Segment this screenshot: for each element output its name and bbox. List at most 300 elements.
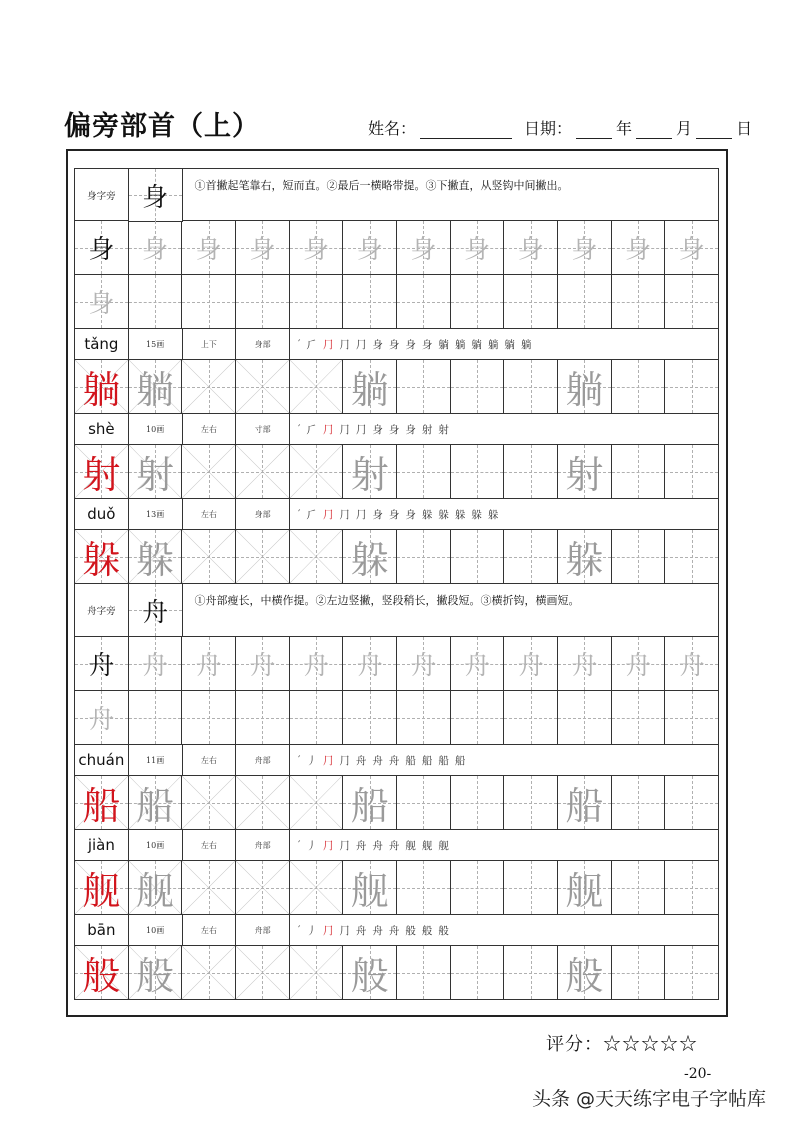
- trace-char: 身: [88, 235, 115, 265]
- practice-cell[interactable]: [75, 776, 129, 830]
- practice-cell[interactable]: [75, 221, 129, 275]
- stroke-step: 身: [421, 338, 433, 351]
- practice-cell[interactable]: [665, 776, 719, 830]
- practice-cell[interactable]: [75, 530, 129, 584]
- model-char: 般: [82, 954, 121, 998]
- practice-cell[interactable]: [182, 691, 236, 745]
- stroke-step: ⺆: [355, 508, 367, 521]
- stroke-order: [290, 830, 719, 861]
- trace-char: 般: [136, 954, 175, 998]
- stroke-step: 身: [388, 338, 400, 351]
- stroke-step: 船: [405, 754, 416, 767]
- stroke-step: ⺆: [322, 839, 334, 852]
- practice-cell[interactable]: [451, 861, 505, 915]
- stroke-step: 舟: [372, 839, 383, 852]
- month-label: 月: [676, 119, 693, 138]
- trace-char: 舟: [571, 651, 598, 681]
- page-number: -20-: [684, 1066, 712, 1082]
- stroke-step: ′: [298, 508, 301, 520]
- practice-cell[interactable]: [236, 530, 290, 584]
- radical-header-row: [74, 168, 719, 221]
- trace-char: 舟: [303, 651, 330, 681]
- stroke-order: [290, 329, 719, 360]
- score-label: 评分：: [546, 1034, 603, 1055]
- trace-char: 射: [136, 453, 175, 497]
- trace-char: 舟: [410, 651, 437, 681]
- radical-name: 舟字旁: [75, 584, 129, 637]
- practice-cell[interactable]: [504, 776, 558, 830]
- practice-cell[interactable]: [182, 221, 236, 275]
- radical-model-cell: [129, 584, 183, 637]
- char-practice-row: [74, 946, 719, 1000]
- practice-cell[interactable]: [504, 445, 558, 499]
- stroke-count: 10画: [129, 414, 183, 445]
- stroke-order: [290, 745, 719, 776]
- practice-cell[interactable]: [397, 861, 451, 915]
- trace-char: 舟: [88, 651, 115, 681]
- practice-cell[interactable]: [397, 691, 451, 745]
- structure: 左右: [183, 915, 237, 946]
- trace-char: 舟: [88, 705, 115, 735]
- practice-cell[interactable]: [397, 530, 451, 584]
- practice-cell[interactable]: [665, 221, 719, 275]
- stroke-step: ⺁: [306, 338, 317, 351]
- trace-char: 身: [517, 235, 544, 265]
- stroke-step: 舰: [421, 839, 433, 852]
- trace-char: 舟: [625, 651, 652, 681]
- stroke-step: ′: [298, 924, 301, 936]
- name-label: 姓名：: [368, 119, 417, 138]
- practice-cell[interactable]: [343, 221, 397, 275]
- structure: 左右: [183, 499, 237, 530]
- practice-cell[interactable]: [397, 221, 451, 275]
- practice-cell[interactable]: [612, 776, 666, 830]
- practice-cell[interactable]: [665, 637, 719, 691]
- practice-cell[interactable]: [343, 637, 397, 691]
- practice-cell[interactable]: [129, 637, 183, 691]
- practice-cell[interactable]: [558, 360, 612, 414]
- practice-cell[interactable]: [129, 275, 183, 329]
- practice-cell[interactable]: [290, 691, 344, 745]
- stroke-step: 身: [388, 508, 400, 521]
- trace-char: 躲: [350, 538, 389, 582]
- structure: 左右: [183, 414, 237, 445]
- practice-cell[interactable]: [558, 691, 612, 745]
- practice-cell[interactable]: [612, 221, 666, 275]
- trace-char: 身: [464, 235, 491, 265]
- practice-cell[interactable]: [558, 776, 612, 830]
- model-char: 船: [82, 784, 121, 828]
- trace-char: 躺: [136, 368, 175, 412]
- stroke-step: 舟: [355, 924, 367, 937]
- pinyin: duǒ: [75, 499, 129, 530]
- stroke-step: 舟: [388, 924, 400, 937]
- practice-cell[interactable]: [665, 691, 719, 745]
- stroke-step: 射: [421, 423, 433, 436]
- practice-cell[interactable]: [290, 861, 344, 915]
- practice-cell[interactable]: [129, 691, 183, 745]
- stroke-step: 丿: [306, 839, 317, 852]
- stroke-step: 舟: [355, 754, 367, 767]
- practice-cell[interactable]: [343, 691, 397, 745]
- practice-cell[interactable]: [290, 360, 344, 414]
- practice-cell[interactable]: [612, 637, 666, 691]
- char-info-row: [74, 915, 719, 946]
- practice-cell[interactable]: [665, 946, 719, 1000]
- practice-cell[interactable]: [665, 530, 719, 584]
- trace-char: 船: [136, 784, 175, 828]
- practice-cell[interactable]: [75, 691, 129, 745]
- stroke-step: 船: [438, 754, 449, 767]
- structure: 上下: [183, 329, 237, 360]
- practice-cell[interactable]: [182, 360, 236, 414]
- radical-header-row: [74, 584, 719, 637]
- radical-practice-row: [74, 275, 719, 329]
- practice-cell[interactable]: [129, 221, 183, 275]
- stroke-step: 身: [405, 338, 416, 351]
- radical-char: 身: [142, 182, 169, 213]
- practice-cell[interactable]: [129, 530, 183, 584]
- trace-char: 躺: [565, 368, 604, 412]
- practice-cell[interactable]: [343, 275, 397, 329]
- practice-cell[interactable]: [290, 530, 344, 584]
- stroke-order: [290, 414, 719, 445]
- trace-char: 船: [350, 784, 389, 828]
- practice-cell[interactable]: [504, 637, 558, 691]
- practice-cell[interactable]: [451, 637, 505, 691]
- stroke-step: ⺆: [339, 924, 350, 937]
- practice-cell[interactable]: [451, 445, 505, 499]
- practice-cell[interactable]: [75, 946, 129, 1000]
- radical-category: 身部: [236, 499, 290, 530]
- structure: 左右: [183, 830, 237, 861]
- trace-char: 身: [249, 235, 276, 265]
- practice-cell[interactable]: [558, 530, 612, 584]
- practice-cell[interactable]: [397, 360, 451, 414]
- practice-cell[interactable]: [558, 861, 612, 915]
- practice-cell[interactable]: [451, 530, 505, 584]
- stroke-step: 躲: [421, 508, 433, 521]
- radical-practice-row: [74, 691, 719, 745]
- trace-char: 身: [678, 235, 705, 265]
- stroke-step: ⺆: [355, 423, 367, 436]
- stroke-step: 躲: [438, 508, 449, 521]
- practice-cell[interactable]: [343, 946, 397, 1000]
- pinyin: bān: [75, 915, 129, 946]
- practice-cell[interactable]: [504, 360, 558, 414]
- practice-cell[interactable]: [558, 946, 612, 1000]
- trace-char: 舟: [142, 651, 169, 681]
- trace-char: 船: [565, 784, 604, 828]
- radical-name: 身字旁: [75, 169, 129, 221]
- practice-cell[interactable]: [290, 946, 344, 1000]
- stroke-step: ⺆: [322, 924, 334, 937]
- model-char: 射: [82, 453, 121, 497]
- practice-cell[interactable]: [182, 275, 236, 329]
- watermark: 头条 @天天练字电子字帖库: [532, 1088, 767, 1110]
- char-info-row: [74, 414, 719, 445]
- radical-category: 寸部: [236, 414, 290, 445]
- stroke-step: ⺆: [339, 754, 350, 767]
- trace-char: 身: [195, 235, 222, 265]
- trace-char: 身: [356, 235, 383, 265]
- radical-practice-row: [74, 637, 719, 691]
- trace-char: 舟: [464, 651, 491, 681]
- practice-cell[interactable]: [75, 360, 129, 414]
- stroke-step: ⺆: [355, 338, 367, 351]
- pinyin: chuán: [75, 745, 129, 776]
- stroke-step: ⺆: [322, 754, 334, 767]
- trace-char: 躲: [136, 538, 175, 582]
- stroke-step: 船: [421, 754, 433, 767]
- stroke-step: 丿: [306, 924, 317, 937]
- stroke-step: ′: [298, 839, 301, 851]
- practice-cell[interactable]: [129, 776, 183, 830]
- practice-cell[interactable]: [343, 530, 397, 584]
- student-info: [368, 116, 752, 139]
- stroke-step: ⺁: [306, 423, 317, 436]
- practice-cell[interactable]: [558, 445, 612, 499]
- practice-cell[interactable]: [504, 221, 558, 275]
- trace-char: 身: [625, 235, 652, 265]
- trace-char: 舰: [565, 869, 604, 913]
- practice-cell[interactable]: [451, 691, 505, 745]
- practice-cell[interactable]: [504, 691, 558, 745]
- name-field[interactable]: [420, 121, 512, 139]
- stroke-step: ⺆: [339, 508, 350, 521]
- stroke-order: [290, 915, 719, 946]
- trace-char: 舟: [195, 651, 222, 681]
- char-practice-row: [74, 445, 719, 499]
- practice-cell[interactable]: [451, 275, 505, 329]
- practice-cell[interactable]: [504, 946, 558, 1000]
- practice-cell[interactable]: [236, 275, 290, 329]
- stroke-step: 躲: [454, 508, 466, 521]
- char-info-row: [74, 499, 719, 530]
- stroke-step: 躺: [471, 338, 482, 351]
- year-label: 年: [616, 119, 633, 138]
- practice-cell[interactable]: [397, 776, 451, 830]
- practice-cell[interactable]: [558, 637, 612, 691]
- structure: 左右: [183, 745, 237, 776]
- practice-cell[interactable]: [290, 221, 344, 275]
- radical-char: 舟: [142, 597, 169, 628]
- stroke-step: ⺆: [339, 839, 350, 852]
- stroke-step: 舟: [388, 754, 400, 767]
- practice-cell[interactable]: [612, 861, 666, 915]
- practice-cell[interactable]: [182, 946, 236, 1000]
- practice-cell[interactable]: [343, 445, 397, 499]
- practice-cell[interactable]: [129, 861, 183, 915]
- practice-cell[interactable]: [397, 445, 451, 499]
- stroke-step: 般: [421, 924, 433, 937]
- practice-cell[interactable]: [612, 691, 666, 745]
- stroke-step: ′: [298, 338, 301, 350]
- stroke-step: 船: [454, 754, 466, 767]
- practice-grid: [74, 168, 719, 1000]
- trace-char: 舰: [350, 869, 389, 913]
- trace-char: 躲: [565, 538, 604, 582]
- practice-cell[interactable]: [290, 637, 344, 691]
- stroke-order: [290, 499, 719, 530]
- month-field[interactable]: [636, 121, 672, 139]
- trace-char: 舟: [356, 651, 383, 681]
- practice-cell[interactable]: [236, 861, 290, 915]
- stroke-step: ⺁: [306, 508, 317, 521]
- stroke-step: 身: [405, 508, 416, 521]
- practice-cell[interactable]: [236, 691, 290, 745]
- trace-char: 舟: [249, 651, 276, 681]
- practice-cell[interactable]: [236, 946, 290, 1000]
- trace-char: 身: [142, 235, 169, 265]
- stroke-step: 身: [372, 508, 383, 521]
- stroke-step: 身: [372, 423, 383, 436]
- practice-cell[interactable]: [290, 275, 344, 329]
- stroke-step: 躺: [487, 338, 499, 351]
- day-field[interactable]: [696, 121, 732, 139]
- stroke-count: 15画: [129, 329, 183, 360]
- year-field[interactable]: [576, 121, 612, 139]
- trace-char: 般: [565, 954, 604, 998]
- trace-char: 般: [350, 954, 389, 998]
- practice-cell[interactable]: [504, 530, 558, 584]
- stroke-count: 13画: [129, 499, 183, 530]
- practice-cell[interactable]: [665, 445, 719, 499]
- stroke-step: 身: [405, 423, 416, 436]
- trace-char: 躺: [350, 368, 389, 412]
- practice-cell[interactable]: [182, 861, 236, 915]
- stroke-step: 身: [388, 423, 400, 436]
- stroke-step: 丿: [306, 754, 317, 767]
- practice-cell[interactable]: [129, 946, 183, 1000]
- star-rating[interactable]: ☆☆☆☆☆: [603, 1034, 698, 1055]
- practice-cell[interactable]: [343, 861, 397, 915]
- stroke-step: ⺆: [322, 423, 334, 436]
- stroke-step: 舟: [388, 839, 400, 852]
- trace-char: 身: [571, 235, 598, 265]
- practice-cell[interactable]: [451, 776, 505, 830]
- practice-cell[interactable]: [451, 221, 505, 275]
- stroke-step: 躲: [471, 508, 482, 521]
- practice-cell[interactable]: [397, 275, 451, 329]
- practice-cell[interactable]: [343, 776, 397, 830]
- stroke-step: 躺: [504, 338, 515, 351]
- practice-cell[interactable]: [182, 445, 236, 499]
- radical-category: 身部: [236, 329, 290, 360]
- practice-cell[interactable]: [665, 275, 719, 329]
- model-char: 躺: [82, 368, 121, 412]
- stroke-step: ⺆: [322, 338, 334, 351]
- practice-cell[interactable]: [343, 360, 397, 414]
- stroke-step: 舟: [372, 924, 383, 937]
- practice-cell[interactable]: [75, 637, 129, 691]
- practice-cell[interactable]: [236, 221, 290, 275]
- trace-char: 射: [565, 453, 604, 497]
- practice-cell[interactable]: [75, 275, 129, 329]
- practice-cell[interactable]: [612, 530, 666, 584]
- radical-category: 舟部: [236, 745, 290, 776]
- practice-cell[interactable]: [451, 360, 505, 414]
- stroke-step: 射: [438, 423, 449, 436]
- practice-cell[interactable]: [665, 360, 719, 414]
- pinyin: jiàn: [75, 830, 129, 861]
- practice-cell[interactable]: [236, 360, 290, 414]
- practice-cell[interactable]: [182, 637, 236, 691]
- radical-description: ①舟部瘦长，中横作提。②左边竖撇，竖段稍长，撇段短。③横折钩，横画短。: [183, 584, 720, 637]
- practice-cell[interactable]: [236, 637, 290, 691]
- practice-cell[interactable]: [290, 776, 344, 830]
- pinyin: shè: [75, 414, 129, 445]
- practice-cell[interactable]: [451, 946, 505, 1000]
- char-practice-row: [74, 360, 719, 414]
- practice-cell[interactable]: [397, 946, 451, 1000]
- stroke-step: 般: [405, 924, 416, 937]
- day-label: 日: [736, 119, 753, 138]
- practice-cell[interactable]: [558, 275, 612, 329]
- char-practice-row: [74, 530, 719, 584]
- practice-cell[interactable]: [558, 221, 612, 275]
- radical-category: 舟部: [236, 915, 290, 946]
- practice-cell[interactable]: [290, 445, 344, 499]
- practice-cell[interactable]: [236, 445, 290, 499]
- stroke-step: ′: [298, 423, 301, 435]
- practice-cell[interactable]: [236, 776, 290, 830]
- practice-cell[interactable]: [612, 445, 666, 499]
- radical-model-cell: [129, 169, 183, 222]
- model-char: 躲: [82, 538, 121, 582]
- stroke-step: ⺆: [322, 508, 334, 521]
- score-area: [546, 1030, 698, 1056]
- char-info-row: [74, 745, 719, 776]
- trace-char: 身: [88, 289, 115, 319]
- trace-char: 舰: [136, 869, 175, 913]
- pinyin: tǎng: [75, 329, 129, 360]
- practice-cell[interactable]: [612, 360, 666, 414]
- stroke-step: 舟: [372, 754, 383, 767]
- stroke-step: 般: [438, 924, 449, 937]
- trace-char: 舟: [517, 651, 544, 681]
- stroke-step: 躺: [520, 338, 532, 351]
- date-label: 日期：: [524, 119, 573, 138]
- trace-char: 身: [303, 235, 330, 265]
- practice-cell[interactable]: [75, 445, 129, 499]
- practice-cell[interactable]: [665, 861, 719, 915]
- char-practice-row: [74, 861, 719, 915]
- stroke-step: 身: [372, 338, 383, 351]
- stroke-step: 舰: [405, 839, 416, 852]
- radical-practice-row: [74, 221, 719, 275]
- practice-cell[interactable]: [612, 946, 666, 1000]
- stroke-step: 舰: [438, 839, 449, 852]
- practice-cell[interactable]: [129, 445, 183, 499]
- radical-category: 舟部: [236, 830, 290, 861]
- practice-cell[interactable]: [182, 776, 236, 830]
- stroke-step: 躺: [438, 338, 449, 351]
- practice-cell[interactable]: [129, 360, 183, 414]
- stroke-count: 11画: [129, 745, 183, 776]
- practice-cell[interactable]: [397, 637, 451, 691]
- practice-cell[interactable]: [612, 275, 666, 329]
- practice-cell[interactable]: [504, 861, 558, 915]
- practice-cell[interactable]: [75, 861, 129, 915]
- practice-cell[interactable]: [504, 275, 558, 329]
- model-char: 舰: [82, 869, 121, 913]
- stroke-step: 舟: [355, 839, 367, 852]
- stroke-step: 躺: [454, 338, 466, 351]
- stroke-step: 躲: [487, 508, 499, 521]
- practice-cell[interactable]: [182, 530, 236, 584]
- char-info-row: [74, 329, 719, 360]
